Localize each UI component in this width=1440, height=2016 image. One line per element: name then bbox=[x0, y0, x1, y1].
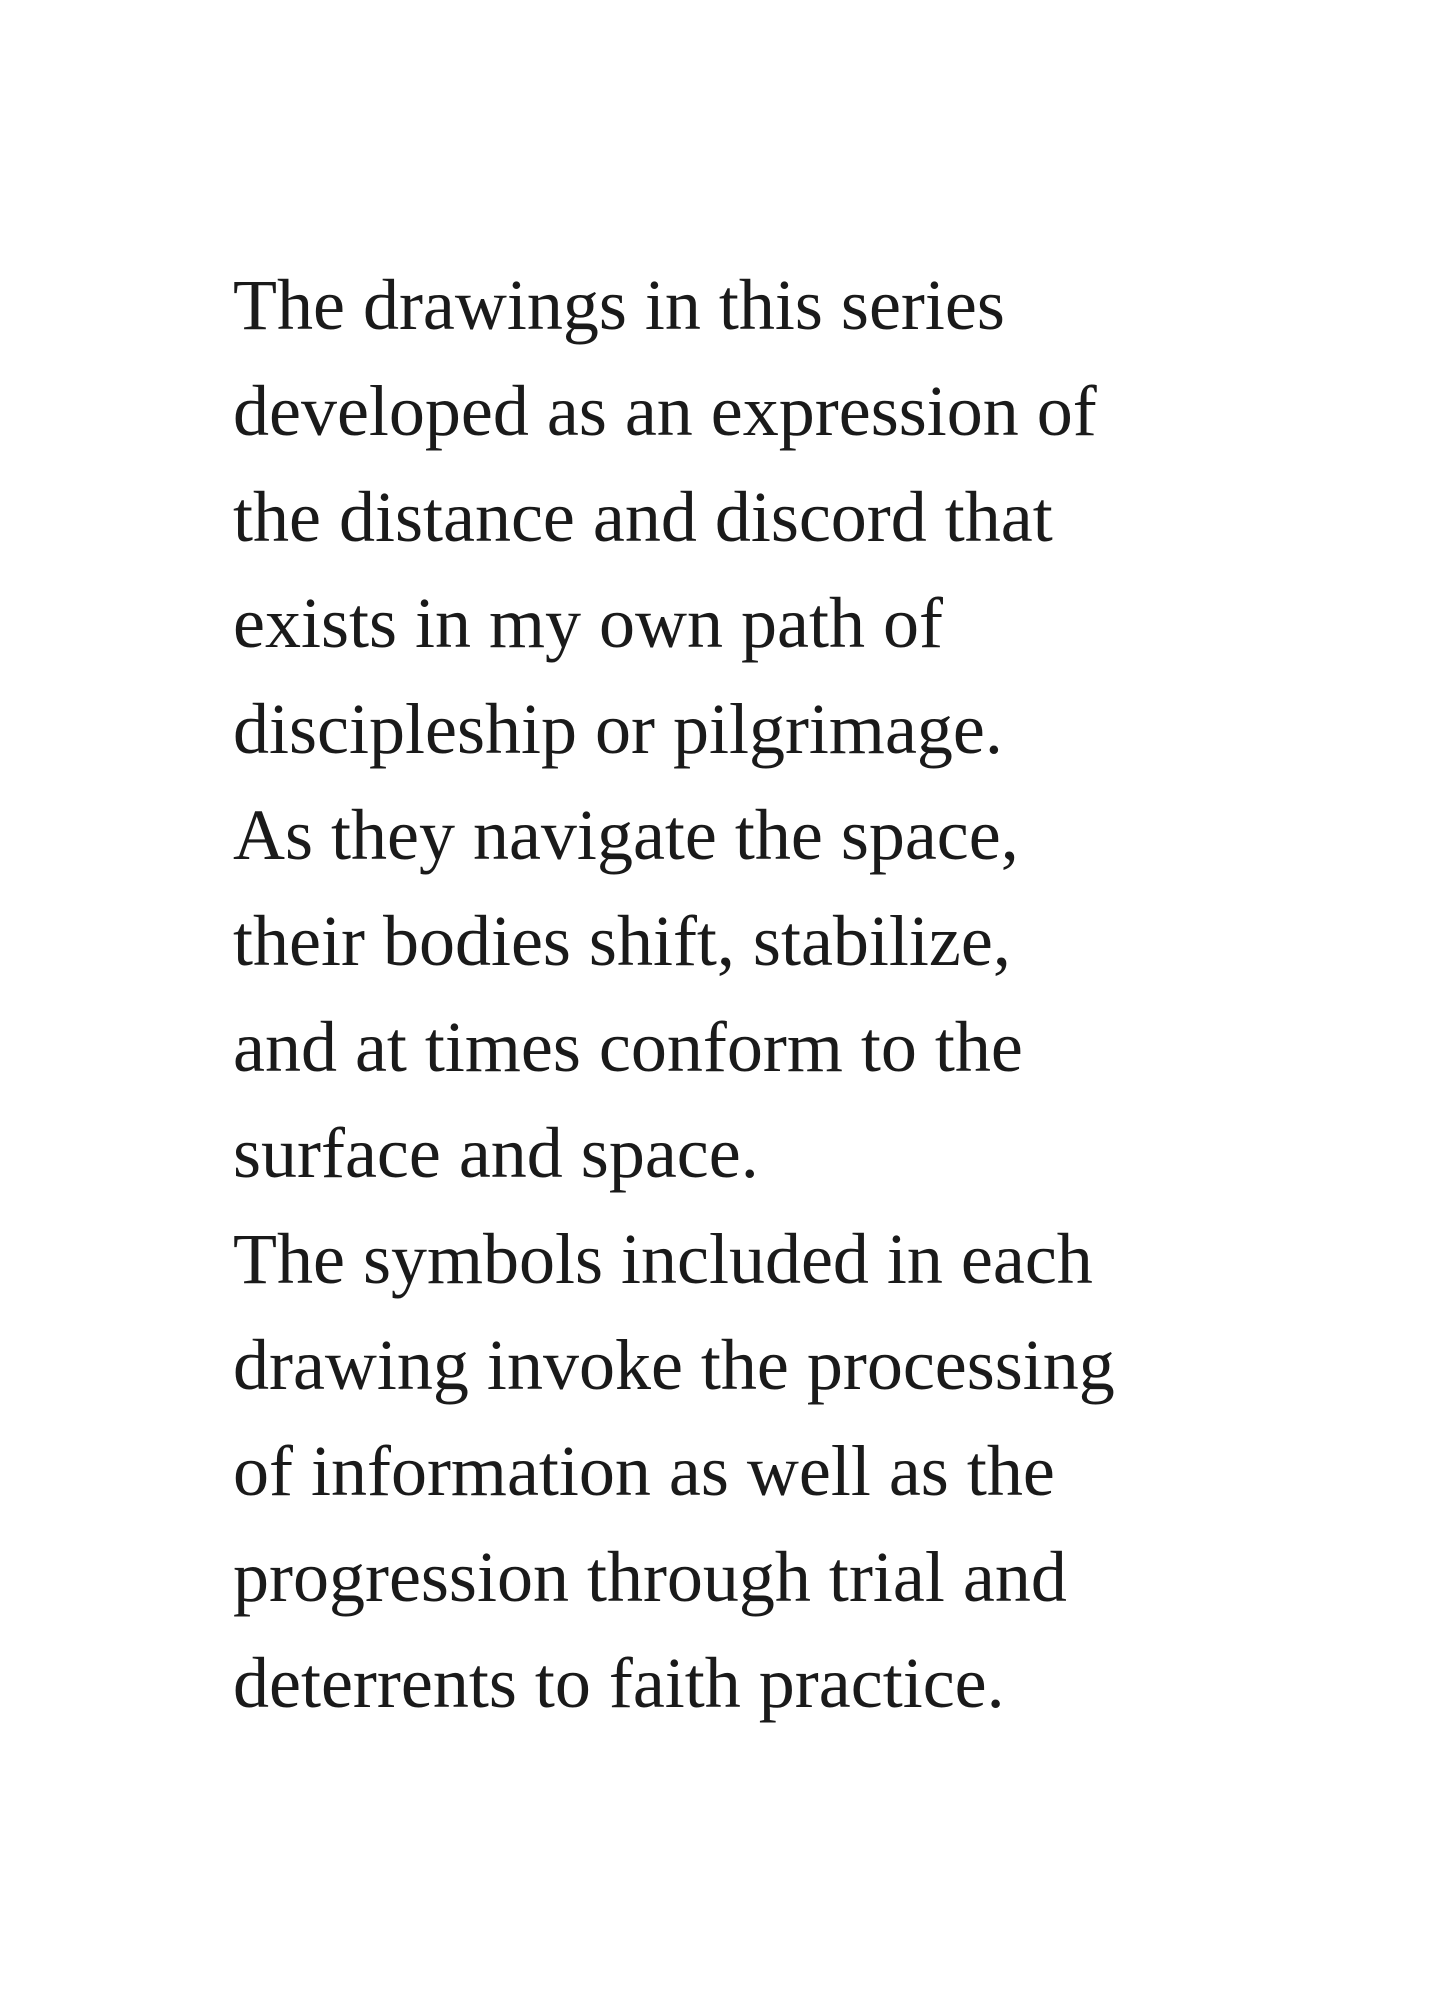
statement-line: of information as well as the bbox=[233, 1431, 1055, 1511]
statement-line: and at times conform to the bbox=[233, 1007, 1023, 1087]
artist-statement bbox=[233, 252, 1333, 1736]
statement-line: As they navigate the space, bbox=[233, 795, 1019, 875]
statement-line: The symbols included in each bbox=[233, 1219, 1093, 1299]
statement-line: deterrents to faith practice. bbox=[233, 1643, 1005, 1723]
statement-line: their bodies shift, stabilize, bbox=[233, 901, 1011, 981]
statement-line: discipleship or pilgrimage. bbox=[233, 689, 1003, 769]
statement-line: The drawings in this series bbox=[233, 265, 1005, 345]
statement-line: the distance and discord that bbox=[233, 477, 1053, 557]
statement-line: developed as an expression of bbox=[233, 371, 1097, 451]
statement-line: drawing invoke the processing bbox=[233, 1325, 1115, 1405]
statement-line: progression through trial and bbox=[233, 1537, 1067, 1617]
statement-line: surface and space. bbox=[233, 1113, 759, 1193]
statement-line: exists in my own path of bbox=[233, 583, 943, 663]
